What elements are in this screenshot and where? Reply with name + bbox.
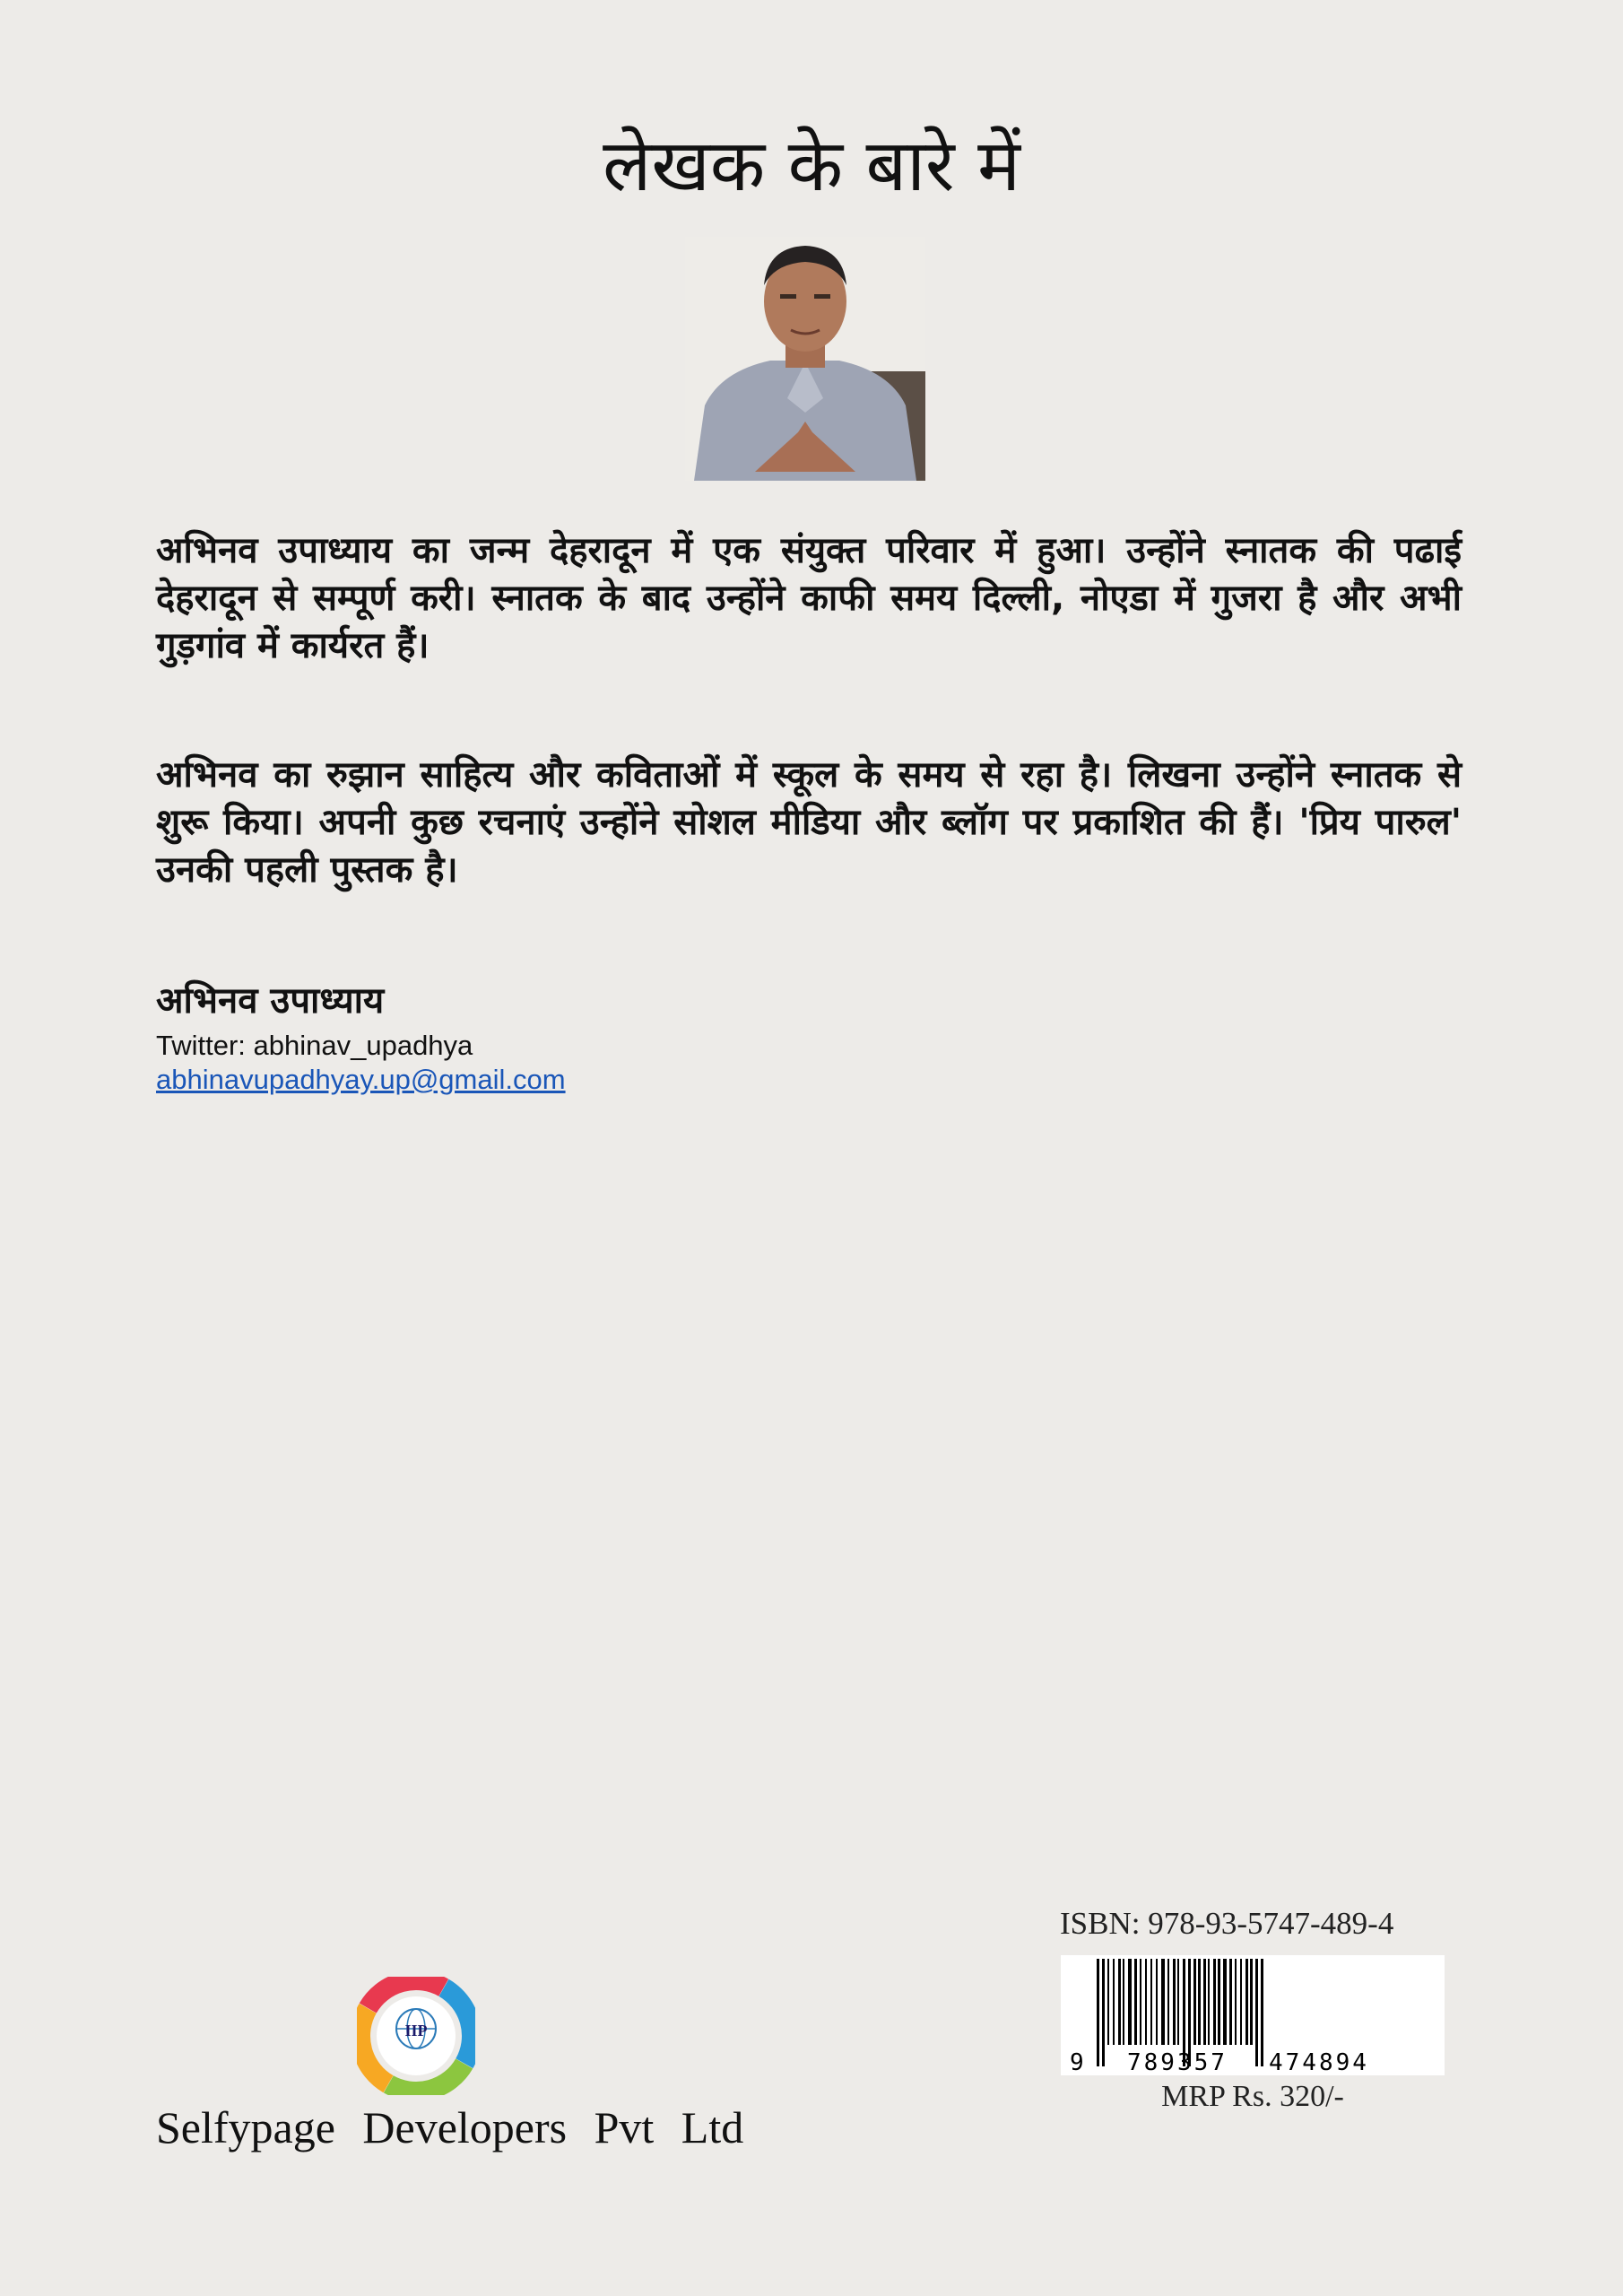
barcode-bar xyxy=(1134,1959,1137,2045)
barcode-bar xyxy=(1118,1959,1121,2045)
mrp-price: MRP Rs. 320/- xyxy=(1161,2080,1344,2113)
barcode-bar xyxy=(1102,1959,1105,2066)
barcode-bar xyxy=(1203,1959,1206,2045)
barcode-bar xyxy=(1250,1959,1253,2045)
barcode-bar xyxy=(1223,1959,1227,2045)
barcode-bar xyxy=(1213,1959,1216,2045)
barcode-bar xyxy=(1229,1959,1232,2045)
barcode-bar xyxy=(1173,1959,1176,2045)
bio-paragraph-1: अभिनव उपाध्याय का जन्म देहरादून में एक संयुक्त परिवार में हुआ। उन्होंने स्नातक की पढाई देहरादून से सम्पूर्ण करी। स्नातक के बाद उन्होंने काफी समय दिल्ली, नोएडा में गुजरा है और अभी गुड़गांव में कार्यरत हैं। xyxy=(156,530,1462,666)
page-title: लेखक के बारे में xyxy=(603,124,1020,207)
publisher-logo xyxy=(357,1977,475,2095)
barcode-group-1: 789357 xyxy=(1127,2049,1228,2075)
barcode-bar xyxy=(1107,1959,1109,2045)
barcode-bar xyxy=(1218,1959,1220,2045)
barcode-bar xyxy=(1240,1959,1242,2045)
barcode-bar xyxy=(1245,1959,1248,2045)
barcode-bar xyxy=(1177,1959,1179,2045)
author-name: अभिनव उपाध्याय xyxy=(156,980,385,1022)
barcode-bar xyxy=(1140,1959,1141,2045)
barcode-bar xyxy=(1208,1959,1210,2045)
bio-paragraph-2: अभिनव का रुझान साहित्य और कविताओं में स्कूल के समय से रहा है। लिखना उन्होंने स्नातक से शुरू किया। अपनी कुछ रचनाएं उन्होंने सोशल मीडिया और ब्लॉग पर प्रकाशित की हैं। 'प्रिय पारुल' उनकी पहली पुस्तक है। xyxy=(156,754,1462,891)
isbn-barcode xyxy=(1061,1955,1445,2075)
author-email-link[interactable]: abhinavupadhyay.up@gmail.com xyxy=(156,1064,566,1095)
author-photo xyxy=(685,237,925,481)
barcode-bar xyxy=(1113,1959,1115,2045)
barcode-bar xyxy=(1261,1959,1263,2066)
barcode-bar xyxy=(1150,1959,1152,2045)
author-twitter: Twitter: abhinav_upadhya xyxy=(156,1030,473,1061)
barcode-bar xyxy=(1156,1959,1158,2045)
barcode-bar xyxy=(1235,1959,1237,2045)
barcode-bar xyxy=(1193,1959,1196,2045)
barcode-group-2: 474894 xyxy=(1269,2049,1369,2075)
barcode-bar xyxy=(1198,1959,1201,2045)
publisher-name: Selfypage Developers Pvt Ltd xyxy=(156,2102,744,2152)
barcode-bar xyxy=(1167,1959,1169,2045)
barcode-bar xyxy=(1255,1959,1258,2066)
barcode-bar xyxy=(1128,1959,1132,2045)
barcode-bar xyxy=(1145,1959,1147,2045)
publisher-logo-text: IIP xyxy=(404,2022,428,2039)
barcode-left-digit: 9 xyxy=(1070,2049,1084,2075)
barcode-bar xyxy=(1161,1959,1165,2045)
isbn-label: ISBN: 978-93-5747-489-4 xyxy=(1060,1906,1394,1941)
barcode-bar xyxy=(1097,1959,1099,2066)
barcode-bar xyxy=(1123,1959,1124,2045)
